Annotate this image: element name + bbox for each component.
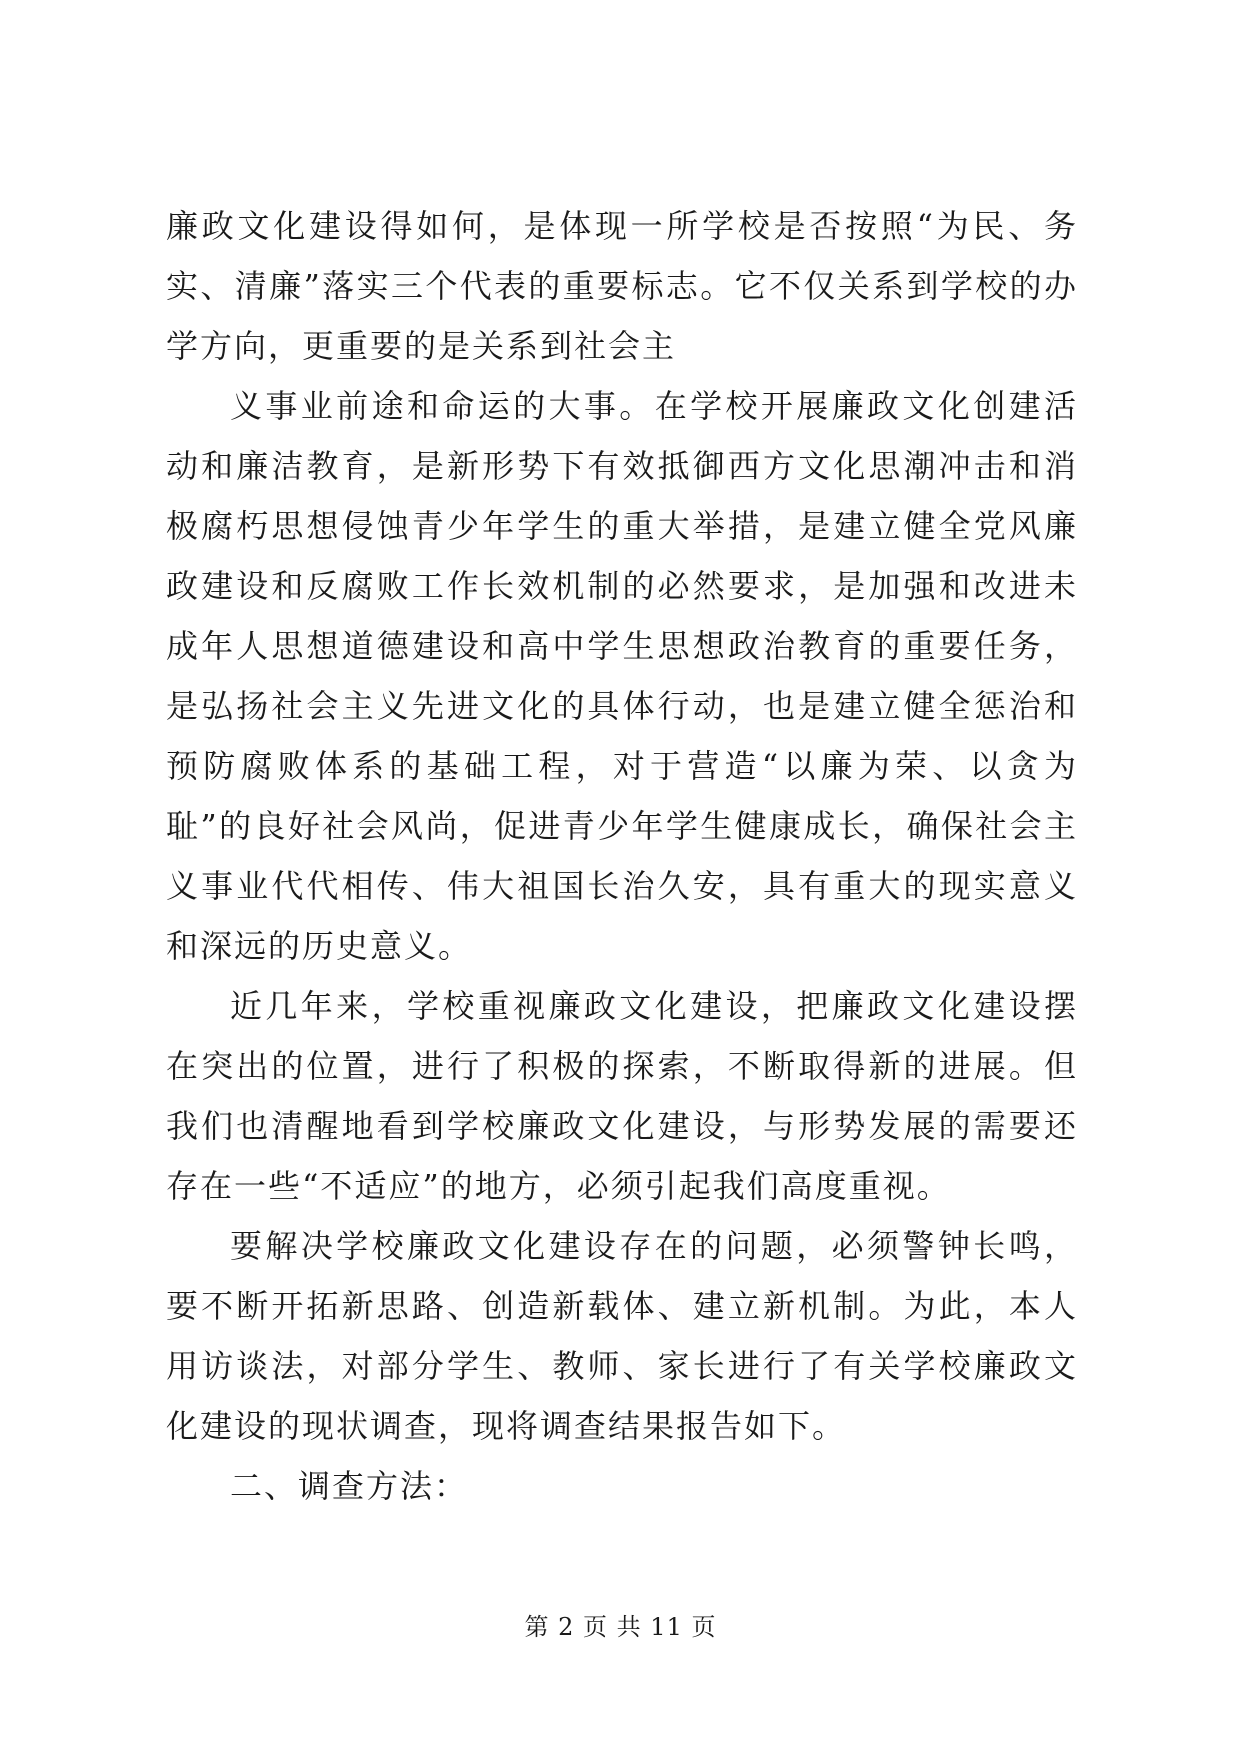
paragraph-recent-years: 近几年来，学校重视廉政文化建设，把廉政文化建设摆在突出的位置，进行了积极的探索，不断取得新的进展。但我们也清醒地看到学校廉政文化建设，与形势发展的需要还存在一些“不适应”的地方，必须引起我们高度重视。 — [166, 987, 1078, 1205]
paragraph-intro: 廉政文化建设得如何，是体现一所学校是否按照“为民、务实、清廉”落实三个代表的重要标志。它不仅关系到学校的办学方向，更重要的是关系到社会主 — [166, 207, 1078, 365]
section-heading-survey-method: 二、调查方法： — [230, 1467, 469, 1505]
page-number-footer: 第 2 页 共 11 页 — [524, 1613, 717, 1641]
paragraph-survey-purpose: 要解决学校廉政文化建设存在的问题，必须警钟长鸣，要不断开拓新思路、创造新载体、建立新机制。为此，本人用访谈法，对部分学生、教师、家长进行了有关学校廉政文化建设的现状调查，现将调查结果报告如下。 — [166, 1227, 1078, 1445]
paragraph-significance: 义事业前途和命运的大事。在学校开展廉政文化创建活动和廉洁教育，是新形势下有效抵御西方文化思潮冲击和消极腐朽思想侵蚀青少年学生的重大举措，是建立健全党风廉政建设和反腐败工作长效机制的必然要求，是加强和改进未成年人思想道德建设和高中学生思想政治教育的重要任务，是弘扬社会主义先进文化的具体行动，也是建立健全惩治和预防腐败体系的基础工程，对于营造“以廉为荣、以贪为耻”的良好社会风尚，促进青少年学生健康成长，确保社会主义事业代代相传、伟大祖国长治久安，具有重大的现实意义和深远的历史意义。 — [166, 387, 1078, 965]
document-body — [166, 196, 1078, 1516]
